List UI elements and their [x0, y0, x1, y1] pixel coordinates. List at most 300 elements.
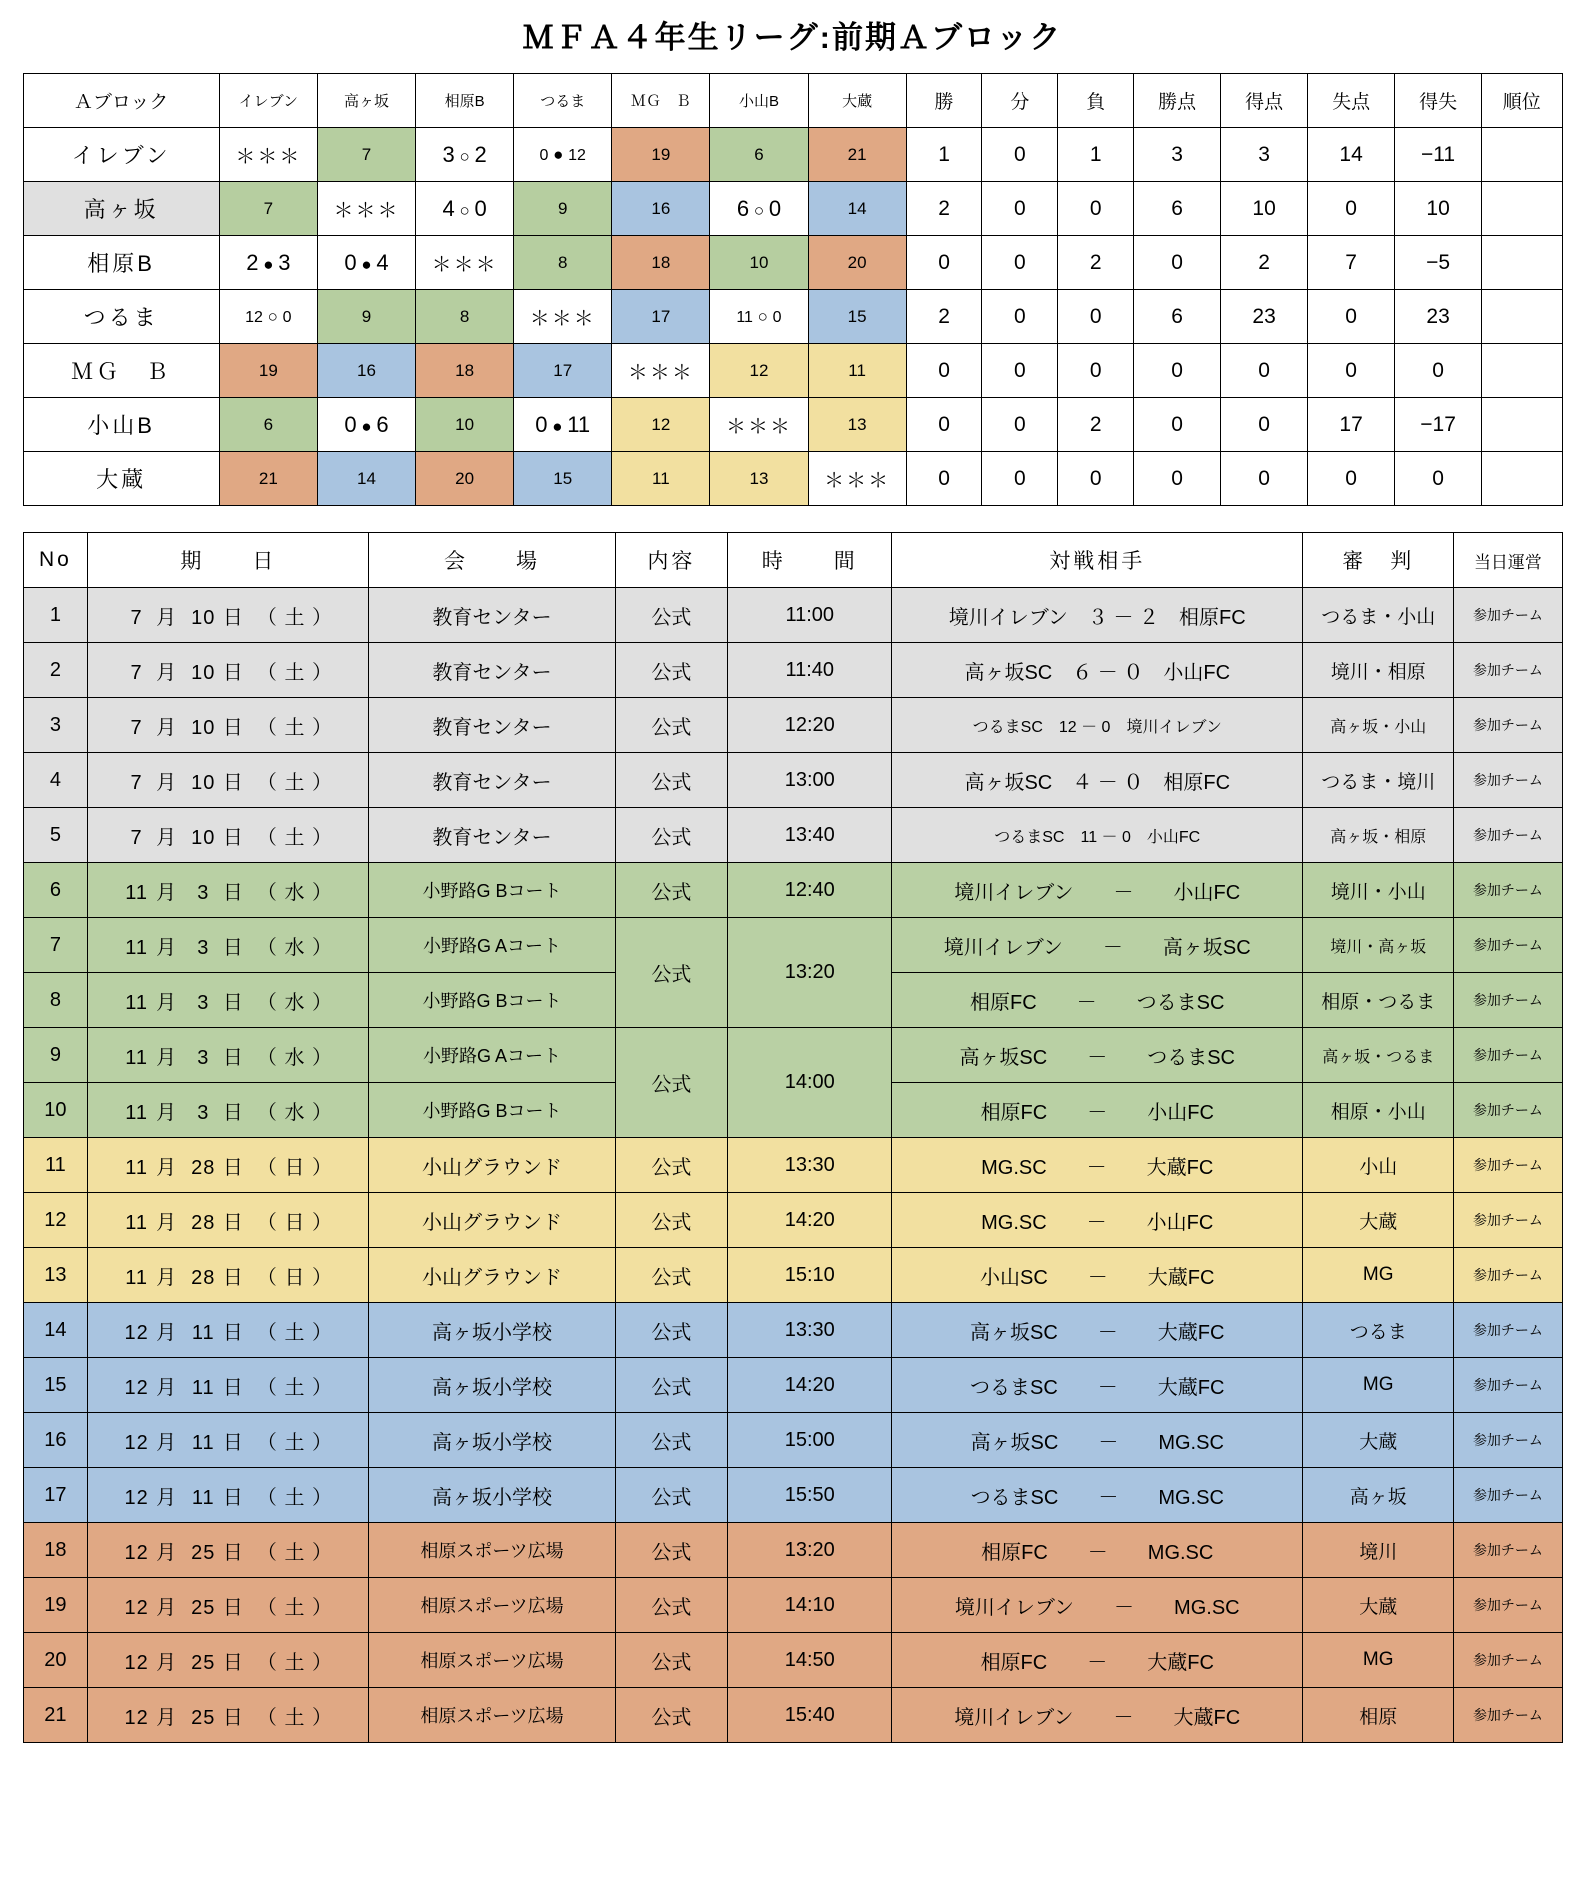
standings-stat-cell: 3	[1221, 128, 1308, 182]
standings-stat-cell: 0	[1058, 452, 1134, 506]
schedule-date: 11 月 3 日 （ 水 ）	[88, 863, 369, 918]
standings-stat-cell: 1	[1058, 128, 1134, 182]
schedule-kind: 公式	[615, 1248, 727, 1303]
schedule-header-venue: 会 場	[369, 533, 615, 588]
standings-stat-cell: 0	[982, 290, 1058, 344]
schedule-match: 高ヶ坂SC － 大蔵FC	[892, 1303, 1303, 1358]
schedule-date: 12 月 11 日 （ 土 ）	[88, 1358, 369, 1413]
schedule-date: 7 月 10 日 （ 土 ）	[88, 643, 369, 698]
standings-stat-cell: 0	[1308, 344, 1395, 398]
schedule-referee: 相原	[1303, 1688, 1454, 1743]
standings-result-cell: ＊＊＊	[416, 236, 514, 290]
schedule-row-number: 9	[23, 1028, 88, 1083]
standings-result-cell: 17	[514, 344, 612, 398]
standings-result-cell: 15	[514, 452, 612, 506]
standings-header-row	[23, 74, 1562, 128]
schedule-referee: MG	[1303, 1633, 1454, 1688]
schedule-date: 11 月 28 日 （ 日 ）	[88, 1248, 369, 1303]
schedule-venue: 教育センター	[369, 643, 615, 698]
schedule-referee: 境川・高ヶ坂	[1303, 918, 1454, 973]
standings-stat-cell: 0	[906, 236, 982, 290]
schedule-row	[23, 1578, 1562, 1633]
standings-result-cell: 18	[612, 236, 710, 290]
standings-row	[23, 128, 1562, 182]
standings-result-cell: ＊＊＊	[710, 398, 808, 452]
standings-stat-cell: 0	[1134, 236, 1221, 290]
schedule-referee: つるま・境川	[1303, 753, 1454, 808]
schedule-row-number: 4	[23, 753, 88, 808]
standings-stat-cell: −5	[1395, 236, 1482, 290]
standings-stat-cell: 0	[982, 182, 1058, 236]
schedule-venue: 教育センター	[369, 698, 615, 753]
schedule-row	[23, 1468, 1562, 1523]
schedule-date: 7 月 10 日 （ 土 ）	[88, 808, 369, 863]
schedule-referee: 大蔵	[1303, 1578, 1454, 1633]
standings-stat-cell: 2	[1058, 236, 1134, 290]
schedule-time: 14:00	[728, 1028, 892, 1138]
standings-header-goals-against: 失点	[1308, 74, 1395, 128]
schedule-time: 13:30	[728, 1138, 892, 1193]
standings-stat-cell: 0	[1058, 290, 1134, 344]
schedule-match: MG.SC － 小山FC	[892, 1193, 1303, 1248]
standings-stat-cell: 0	[982, 128, 1058, 182]
standings-stat-cell: 0	[1308, 452, 1395, 506]
schedule-header-operations: 当日運営	[1454, 533, 1562, 588]
standings-stat-cell: 0	[982, 344, 1058, 398]
schedule-date: 7 月 10 日 （ 土 ）	[88, 753, 369, 808]
schedule-match: 相原FC － MG.SC	[892, 1523, 1303, 1578]
schedule-venue: 教育センター	[369, 808, 615, 863]
schedule-match: つるまSC 11 － 0 小山FC	[892, 808, 1303, 863]
schedule-kind: 公式	[615, 643, 727, 698]
schedule-kind: 公式	[615, 1358, 727, 1413]
standings-stat-cell: 0	[1221, 344, 1308, 398]
schedule-referee: 大蔵	[1303, 1413, 1454, 1468]
standings-result-cell: ＊＊＊	[612, 344, 710, 398]
schedule-kind: 公式	[615, 1193, 727, 1248]
schedule-kind: 公式	[615, 1633, 727, 1688]
schedule-row-number: 3	[23, 698, 88, 753]
standings-header-points: 勝点	[1134, 74, 1221, 128]
schedule-referee: つるま	[1303, 1303, 1454, 1358]
standings-stat-cell: 0	[1395, 344, 1482, 398]
standings-stat-cell: 0	[1058, 344, 1134, 398]
schedule-kind: 公式	[615, 753, 727, 808]
schedule-referee: 高ヶ坂・小山	[1303, 698, 1454, 753]
standings-stat-cell: 0	[906, 344, 982, 398]
standings-result-cell: 14	[317, 452, 415, 506]
schedule-time: 14:10	[728, 1578, 892, 1633]
standings-row	[23, 398, 1562, 452]
standings-header-goal-diff: 得失	[1395, 74, 1482, 128]
standings-result-cell: 20	[416, 452, 514, 506]
schedule-row-number: 12	[23, 1193, 88, 1248]
standings-result-cell: 8	[514, 236, 612, 290]
schedule-venue: 高ヶ坂小学校	[369, 1468, 615, 1523]
schedule-venue: 高ヶ坂小学校	[369, 1358, 615, 1413]
schedule-row-number: 19	[23, 1578, 88, 1633]
standings-result-cell: 16	[317, 344, 415, 398]
schedule-venue: 相原スポーツ広場	[369, 1633, 615, 1688]
schedule-referee: 大蔵	[1303, 1193, 1454, 1248]
schedule-match: 小山SC － 大蔵FC	[892, 1248, 1303, 1303]
schedule-match: 境川イレブン － MG.SC	[892, 1578, 1303, 1633]
schedule-match: 相原FC － つるまSC	[892, 973, 1303, 1028]
standings-stat-cell: 0	[906, 398, 982, 452]
schedule-row-number: 1	[23, 588, 88, 643]
schedule-kind: 公式	[615, 863, 727, 918]
standings-header-team-1: イレブン	[219, 74, 317, 128]
schedule-row-number: 16	[23, 1413, 88, 1468]
schedule-match: 境川イレブン － 大蔵FC	[892, 1688, 1303, 1743]
schedule-row	[23, 1193, 1562, 1248]
schedule-time: 14:50	[728, 1633, 892, 1688]
schedule-operations: 参加チーム	[1454, 1413, 1562, 1468]
standings-stat-cell: 0	[982, 236, 1058, 290]
schedule-match: 境川イレブン － 小山FC	[892, 863, 1303, 918]
standings-result-cell: 11	[808, 344, 906, 398]
schedule-venue: 小野路G Bコート	[369, 973, 615, 1028]
schedule-date: 11 月 3 日 （ 水 ）	[88, 1028, 369, 1083]
schedule-kind: 公式	[615, 698, 727, 753]
schedule-venue: 相原スポーツ広場	[369, 1523, 615, 1578]
schedule-row	[23, 808, 1562, 863]
standings-result-cell: ＊＊＊	[317, 182, 415, 236]
schedule-operations: 参加チーム	[1454, 1358, 1562, 1413]
schedule-venue: 小山グラウンド	[369, 1248, 615, 1303]
schedule-referee: 高ヶ坂・相原	[1303, 808, 1454, 863]
schedule-time: 15:50	[728, 1468, 892, 1523]
standings-stat-cell: 0	[1221, 398, 1308, 452]
standings-stat-cell: 0	[1134, 398, 1221, 452]
schedule-operations: 参加チーム	[1454, 918, 1562, 973]
standings-team-name: つるま	[23, 290, 219, 344]
standings-result-cell: ＊＊＊	[514, 290, 612, 344]
standings-header-team-5: ＭＧ Ｂ	[612, 74, 710, 128]
schedule-operations: 参加チーム	[1454, 1523, 1562, 1578]
standings-stat-cell: 0	[1395, 452, 1482, 506]
schedule-kind: 公式	[615, 1413, 727, 1468]
standings-stat-cell: 6	[1134, 182, 1221, 236]
schedule-operations: 参加チーム	[1454, 1303, 1562, 1358]
schedule-match: 高ヶ坂SC － つるまSC	[892, 1028, 1303, 1083]
standings-result-cell: 20	[808, 236, 906, 290]
standings-stat-cell: −17	[1395, 398, 1482, 452]
schedule-row-number: 7	[23, 918, 88, 973]
schedule-operations: 参加チーム	[1454, 973, 1562, 1028]
schedule-time: 15:00	[728, 1413, 892, 1468]
standings-team-name: 大蔵	[23, 452, 219, 506]
standings-result-cell: 0 ● 12	[514, 128, 612, 182]
schedule-referee: 境川・相原	[1303, 643, 1454, 698]
standings-stat-cell: 2	[1058, 398, 1134, 452]
standings-result-cell: 13	[808, 398, 906, 452]
standings-result-cell: 12	[612, 398, 710, 452]
schedule-header-time: 時 間	[728, 533, 892, 588]
standings-result-cell: 7	[317, 128, 415, 182]
standings-stat-cell: 10	[1395, 182, 1482, 236]
standings-result-cell: 0 ● 4	[317, 236, 415, 290]
standings-result-cell: 3 ○ 2	[416, 128, 514, 182]
standings-row	[23, 344, 1562, 398]
schedule-row	[23, 1358, 1562, 1413]
standings-stat-cell: 2	[906, 290, 982, 344]
standings-header-rank: 順位	[1482, 74, 1562, 128]
schedule-match: つるまSC 12 － 0 境川イレブン	[892, 698, 1303, 753]
schedule-row-number: 17	[23, 1468, 88, 1523]
schedule-venue: 小野路G Aコート	[369, 1028, 615, 1083]
schedule-operations: 参加チーム	[1454, 863, 1562, 918]
schedule-row	[23, 918, 1562, 973]
standings-stat-cell: 23	[1221, 290, 1308, 344]
schedule-referee: 高ヶ坂	[1303, 1468, 1454, 1523]
schedule-date: 12 月 11 日 （ 土 ）	[88, 1303, 369, 1358]
schedule-date: 12 月 11 日 （ 土 ）	[88, 1413, 369, 1468]
schedule-venue: 小野路G Aコート	[369, 918, 615, 973]
schedule-match: 高ヶ坂SC ６ － ０ 小山FC	[892, 643, 1303, 698]
schedule-row	[23, 863, 1562, 918]
standings-team-name: 相原B	[23, 236, 219, 290]
standings-header-goals-for: 得点	[1221, 74, 1308, 128]
standings-row	[23, 182, 1562, 236]
schedule-date: 7 月 10 日 （ 土 ）	[88, 698, 369, 753]
standings-stat-cell: 7	[1308, 236, 1395, 290]
schedule-match: 高ヶ坂SC － MG.SC	[892, 1413, 1303, 1468]
standings-header-team-4: つるま	[514, 74, 612, 128]
schedule-row-number: 13	[23, 1248, 88, 1303]
schedule-kind: 公式	[615, 1468, 727, 1523]
schedule-kind: 公式	[615, 1688, 727, 1743]
standings-result-cell: 8	[416, 290, 514, 344]
schedule-row-number: 20	[23, 1633, 88, 1688]
schedule-venue: 高ヶ坂小学校	[369, 1413, 615, 1468]
standings-stat-cell: 3	[1134, 128, 1221, 182]
standings-result-cell: 9	[514, 182, 612, 236]
standings-result-cell: 13	[710, 452, 808, 506]
standings-result-cell: 16	[612, 182, 710, 236]
schedule-operations: 参加チーム	[1454, 1083, 1562, 1138]
standings-team-name: 高ヶ坂	[23, 182, 219, 236]
schedule-row	[23, 1138, 1562, 1193]
schedule-time: 13:20	[728, 1523, 892, 1578]
schedule-row	[23, 1633, 1562, 1688]
schedule-referee: 相原・つるま	[1303, 973, 1454, 1028]
schedule-referee: 相原・小山	[1303, 1083, 1454, 1138]
schedule-match: 相原FC － 小山FC	[892, 1083, 1303, 1138]
schedule-row	[23, 1248, 1562, 1303]
schedule-date: 11 月 3 日 （ 水 ）	[88, 973, 369, 1028]
schedule-row	[23, 753, 1562, 808]
schedule-match: 高ヶ坂SC ４ － ０ 相原FC	[892, 753, 1303, 808]
standings-stat-cell	[1482, 182, 1562, 236]
standings-result-cell: 18	[416, 344, 514, 398]
schedule-match: 相原FC － 大蔵FC	[892, 1633, 1303, 1688]
schedule-row	[23, 1028, 1562, 1083]
schedule-row-number: 15	[23, 1358, 88, 1413]
schedule-date: 12 月 11 日 （ 土 ）	[88, 1468, 369, 1523]
schedule-row-number: 2	[23, 643, 88, 698]
schedule-header-date: 期 日	[88, 533, 369, 588]
schedule-time: 11:40	[728, 643, 892, 698]
standings-result-cell: 6	[219, 398, 317, 452]
standings-result-cell: 7	[219, 182, 317, 236]
schedule-date: 11 月 28 日 （ 日 ）	[88, 1138, 369, 1193]
standings-stat-cell: 6	[1134, 290, 1221, 344]
standings-result-cell: 0 ● 11	[514, 398, 612, 452]
schedule-time: 14:20	[728, 1358, 892, 1413]
standings-result-cell: 6	[710, 128, 808, 182]
standings-header-block: Ａブロック	[23, 74, 219, 128]
schedule-kind: 公式	[615, 1138, 727, 1193]
standings-stat-cell: 0	[1221, 452, 1308, 506]
standings-stat-cell: 0	[1058, 182, 1134, 236]
schedule-kind: 公式	[615, 1028, 727, 1138]
schedule-row-number: 6	[23, 863, 88, 918]
standings-stat-cell	[1482, 452, 1562, 506]
schedule-operations: 参加チーム	[1454, 1138, 1562, 1193]
schedule-date: 12 月 25 日 （ 土 ）	[88, 1688, 369, 1743]
schedule-match: MG.SC － 大蔵FC	[892, 1138, 1303, 1193]
standings-header-team-7: 大蔵	[808, 74, 906, 128]
schedule-row	[23, 1688, 1562, 1743]
standings-stat-cell: 0	[982, 452, 1058, 506]
schedule-row-number: 11	[23, 1138, 88, 1193]
standings-stat-cell	[1482, 128, 1562, 182]
schedule-time: 13:00	[728, 753, 892, 808]
schedule-operations: 参加チーム	[1454, 698, 1562, 753]
schedule-date: 12 月 25 日 （ 土 ）	[88, 1578, 369, 1633]
schedule-time: 15:10	[728, 1248, 892, 1303]
schedule-time: 12:40	[728, 863, 892, 918]
schedule-referee: MG	[1303, 1358, 1454, 1413]
standings-stat-cell	[1482, 344, 1562, 398]
schedule-header-match: 対戦相手	[892, 533, 1303, 588]
schedule-row-number: 14	[23, 1303, 88, 1358]
standings-team-name: イレブン	[23, 128, 219, 182]
schedule-row-number: 8	[23, 973, 88, 1028]
schedule-date: 7 月 10 日 （ 土 ）	[88, 588, 369, 643]
standings-result-cell: 2 ● 3	[219, 236, 317, 290]
schedule-venue: 小野路G Bコート	[369, 863, 615, 918]
schedule-venue: 小野路G Bコート	[369, 1083, 615, 1138]
schedule-row	[23, 1303, 1562, 1358]
schedule-venue: 高ヶ坂小学校	[369, 1303, 615, 1358]
standings-result-cell: 14	[808, 182, 906, 236]
standings-header-team-3: 相原B	[416, 74, 514, 128]
standings-result-cell: 9	[317, 290, 415, 344]
standings-team-name: 小山B	[23, 398, 219, 452]
standings-row	[23, 290, 1562, 344]
schedule-row-number: 5	[23, 808, 88, 863]
standings-result-cell: 6 ○ 0	[710, 182, 808, 236]
standings-row	[23, 236, 1562, 290]
standings-stat-cell: 0	[982, 398, 1058, 452]
schedule-time: 13:40	[728, 808, 892, 863]
schedule-match: つるまSC － MG.SC	[892, 1468, 1303, 1523]
schedule-row-number: 18	[23, 1523, 88, 1578]
standings-result-cell: 10	[416, 398, 514, 452]
schedule-kind: 公式	[615, 1578, 727, 1633]
schedule-operations: 参加チーム	[1454, 808, 1562, 863]
standings-stat-cell: 10	[1221, 182, 1308, 236]
schedule-kind: 公式	[615, 918, 727, 1028]
schedule-referee: 境川	[1303, 1523, 1454, 1578]
standings-header-team-2: 高ヶ坂	[317, 74, 415, 128]
schedule-date: 11 月 3 日 （ 水 ）	[88, 1083, 369, 1138]
schedule-referee: 高ヶ坂・つるま	[1303, 1028, 1454, 1083]
schedule-match: 境川イレブン － 高ヶ坂SC	[892, 918, 1303, 973]
schedule-match: 境川イレブン ３ － ２ 相原FC	[892, 588, 1303, 643]
standings-header-win: 勝	[906, 74, 982, 128]
schedule-time: 12:20	[728, 698, 892, 753]
standings-result-cell: 12 ○ 0	[219, 290, 317, 344]
schedule-match: つるまSC － 大蔵FC	[892, 1358, 1303, 1413]
schedule-referee: MG	[1303, 1248, 1454, 1303]
schedule-header-no: No	[23, 533, 88, 588]
schedule-header-referee: 審 判	[1303, 533, 1454, 588]
standings-header-team-6: 小山B	[710, 74, 808, 128]
standings-header-draw: 分	[982, 74, 1058, 128]
standings-stat-cell: −11	[1395, 128, 1482, 182]
standings-header-loss: 負	[1058, 74, 1134, 128]
schedule-venue: 小山グラウンド	[369, 1193, 615, 1248]
schedule-date: 11 月 28 日 （ 日 ）	[88, 1193, 369, 1248]
standings-result-cell: 12	[710, 344, 808, 398]
standings-stat-cell: 0	[906, 452, 982, 506]
standings-result-cell: ＊＊＊	[219, 128, 317, 182]
schedule-kind: 公式	[615, 1523, 727, 1578]
schedule-date: 12 月 25 日 （ 土 ）	[88, 1633, 369, 1688]
schedule-operations: 参加チーム	[1454, 643, 1562, 698]
schedule-operations: 参加チーム	[1454, 1633, 1562, 1688]
schedule-time: 15:40	[728, 1688, 892, 1743]
schedule-row	[23, 588, 1562, 643]
schedule-kind: 公式	[615, 808, 727, 863]
schedule-venue: 相原スポーツ広場	[369, 1688, 615, 1743]
standings-stat-cell: 2	[906, 182, 982, 236]
schedule-date: 12 月 25 日 （ 土 ）	[88, 1523, 369, 1578]
schedule-time: 13:30	[728, 1303, 892, 1358]
schedule-operations: 参加チーム	[1454, 1688, 1562, 1743]
schedule-venue: 小山グラウンド	[369, 1138, 615, 1193]
standings-result-cell: ＊＊＊	[808, 452, 906, 506]
schedule-row	[23, 698, 1562, 753]
standings-result-cell: 21	[808, 128, 906, 182]
standings-table	[23, 73, 1563, 506]
standings-stat-cell	[1482, 290, 1562, 344]
schedule-operations: 参加チーム	[1454, 1578, 1562, 1633]
standings-stat-cell	[1482, 398, 1562, 452]
standings-result-cell: 21	[219, 452, 317, 506]
schedule-operations: 参加チーム	[1454, 588, 1562, 643]
standings-stat-cell: 14	[1308, 128, 1395, 182]
standings-stat-cell: 0	[1308, 290, 1395, 344]
standings-result-cell: 11 ○ 0	[710, 290, 808, 344]
standings-stat-cell: 1	[906, 128, 982, 182]
schedule-venue: 教育センター	[369, 588, 615, 643]
schedule-kind: 公式	[615, 1303, 727, 1358]
schedule-time: 13:20	[728, 918, 892, 1028]
standings-team-name: ＭＧ Ｂ	[23, 344, 219, 398]
schedule-operations: 参加チーム	[1454, 1248, 1562, 1303]
standings-result-cell: 17	[612, 290, 710, 344]
schedule-referee: つるま・小山	[1303, 588, 1454, 643]
standings-stat-cell: 2	[1221, 236, 1308, 290]
schedule-venue: 相原スポーツ広場	[369, 1578, 615, 1633]
schedule-referee: 小山	[1303, 1138, 1454, 1193]
standings-stat-cell	[1482, 236, 1562, 290]
standings-result-cell: 4 ○ 0	[416, 182, 514, 236]
